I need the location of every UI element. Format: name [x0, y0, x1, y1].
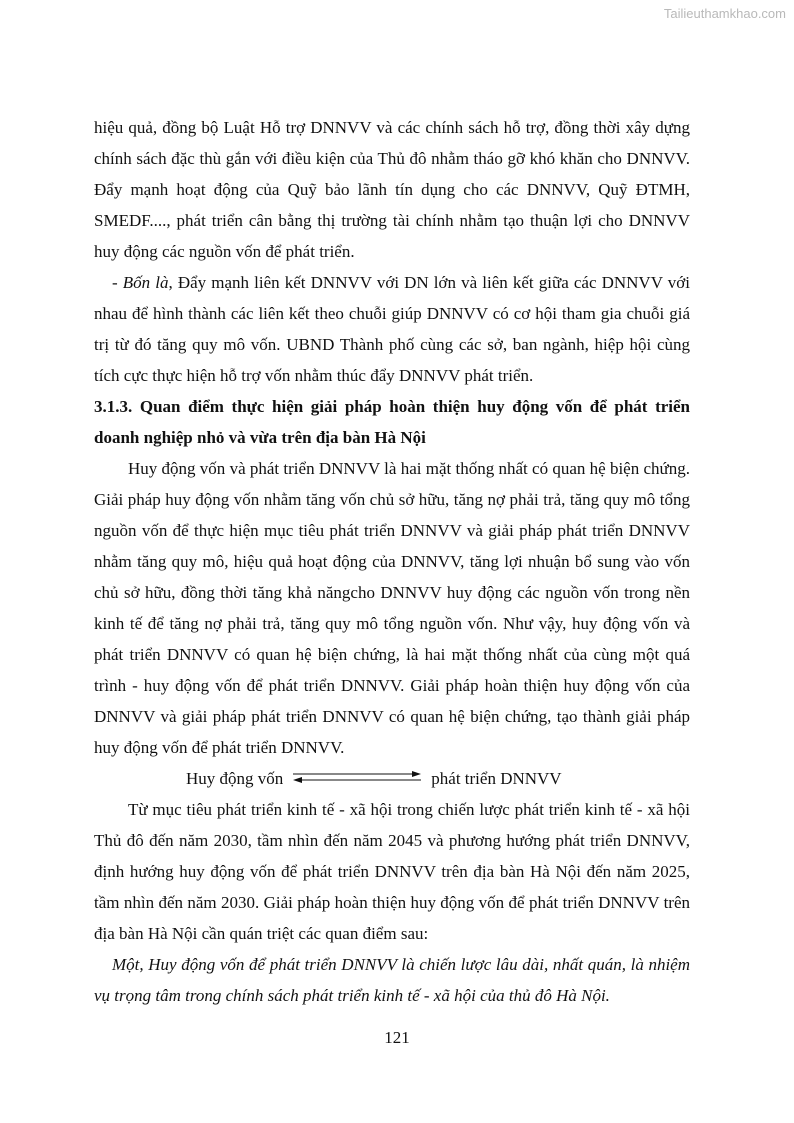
- bidirectional-arrow-icon: [293, 763, 421, 794]
- diagram-right-label: phát triển DNNVV: [431, 769, 562, 788]
- list-dash: -: [112, 273, 123, 292]
- watermark: Tailieuthamkhao.com: [663, 6, 786, 21]
- paragraph: [94, 267, 690, 391]
- list-lead: Bốn là: [122, 273, 169, 292]
- paragraph-text: , Đẩy mạnh liên kết DNNVV với DN lớn và liên kết giữa các DNNVV với nhau để hình thành các liên kết theo chuỗi giúp DNNVV có cơ hội tham gia chuỗi giá trị từ đó tăng quy mô vốn. UBND Thành phố cùng các sở, ban ngành, hiệp hội cùng tích cực thực hiện hỗ trợ vốn nhằm thúc đẩy DNNVV phát triển.: [94, 273, 690, 385]
- document-body: [94, 112, 690, 1011]
- section-heading: 3.1.3. Quan điểm thực hiện giải pháp hoàn thiện huy động vốn để phát triển doanh nghiệp nhỏ và vừa trên địa bàn Hà Nội: [94, 397, 690, 447]
- paragraph: Từ mục tiêu phát triển kinh tế - xã hội trong chiến lược phát triển kinh tế - xã hội Thủ đô đến năm 2030, tầm nhìn đến năm 2045 và phương hướng phát triển DNNVV, định hướng huy động vốn để phát triển DNNVV trên địa bàn Hà Nội đến năm 2025, tầm nhìn đến năm 2030. Giải pháp hoàn thiện huy động vốn để phát triển DNNVV trên địa bàn Hà Nội cần quán triệt các quan điểm sau:: [94, 800, 690, 943]
- relation-diagram: [94, 763, 690, 794]
- diagram-left-label: Huy động vốn: [186, 769, 284, 788]
- paragraph: Huy động vốn và phát triển DNNVV là hai mặt thống nhất có quan hệ biện chứng. Giải pháp huy động vốn nhằm tăng vốn chủ sở hữu, tăng nợ phải trả, tăng quy mô tổng nguồn vốn để thực hiện mục tiêu phát triển DNNVV và giải pháp phát triển DNNVV nhằm tăng quy mô, hiệu quả hoạt động của DNNVV, tăng lợi nhuận bổ sung vào vốn chủ sở hữu, đồng thời tăng khả năngcho DNNVV huy động các nguồn vốn trong nền kinh tế để tăng nợ phải trả, tăng quy mô tổng nguồn vốn. Như vậy, huy động vốn và phát triển DNNVV có quan hệ biện chứng, là hai mặt thống nhất của cùng một quá trình - huy động vốn để phát triển DNNVV. Giải pháp hoàn thiện huy động vốn của DNNVV và giải pháp phát triển DNNVV có quan hệ biện chứng, tạo thành giải pháp huy động vốn để phát triển DNNVV.: [94, 459, 690, 757]
- paragraph: Một, Huy động vốn để phát triển DNNVV là chiến lược lâu dài, nhất quán, là nhiệm vụ trọng tâm trong chính sách phát triển kinh tế - xã hội của thủ đô Hà Nội.: [94, 955, 690, 1005]
- page-number: 121: [384, 1028, 410, 1047]
- paragraph: hiệu quả, đồng bộ Luật Hỗ trợ DNNVV và các chính sách hỗ trợ, đồng thời xây dựng chính sách đặc thù gắn với điều kiện của Thủ đô nhằm tháo gỡ khó khăn cho DNNVV. Đẩy mạnh hoạt động của Quỹ bảo lãnh tín dụng cho các DNNVV, Quỹ ĐTMH, SMEDF...., phát triển cân bằng thị trường tài chính nhằm tạo thuận lợi cho DNNVV huy động các nguồn vốn để phát triển.: [94, 118, 690, 261]
